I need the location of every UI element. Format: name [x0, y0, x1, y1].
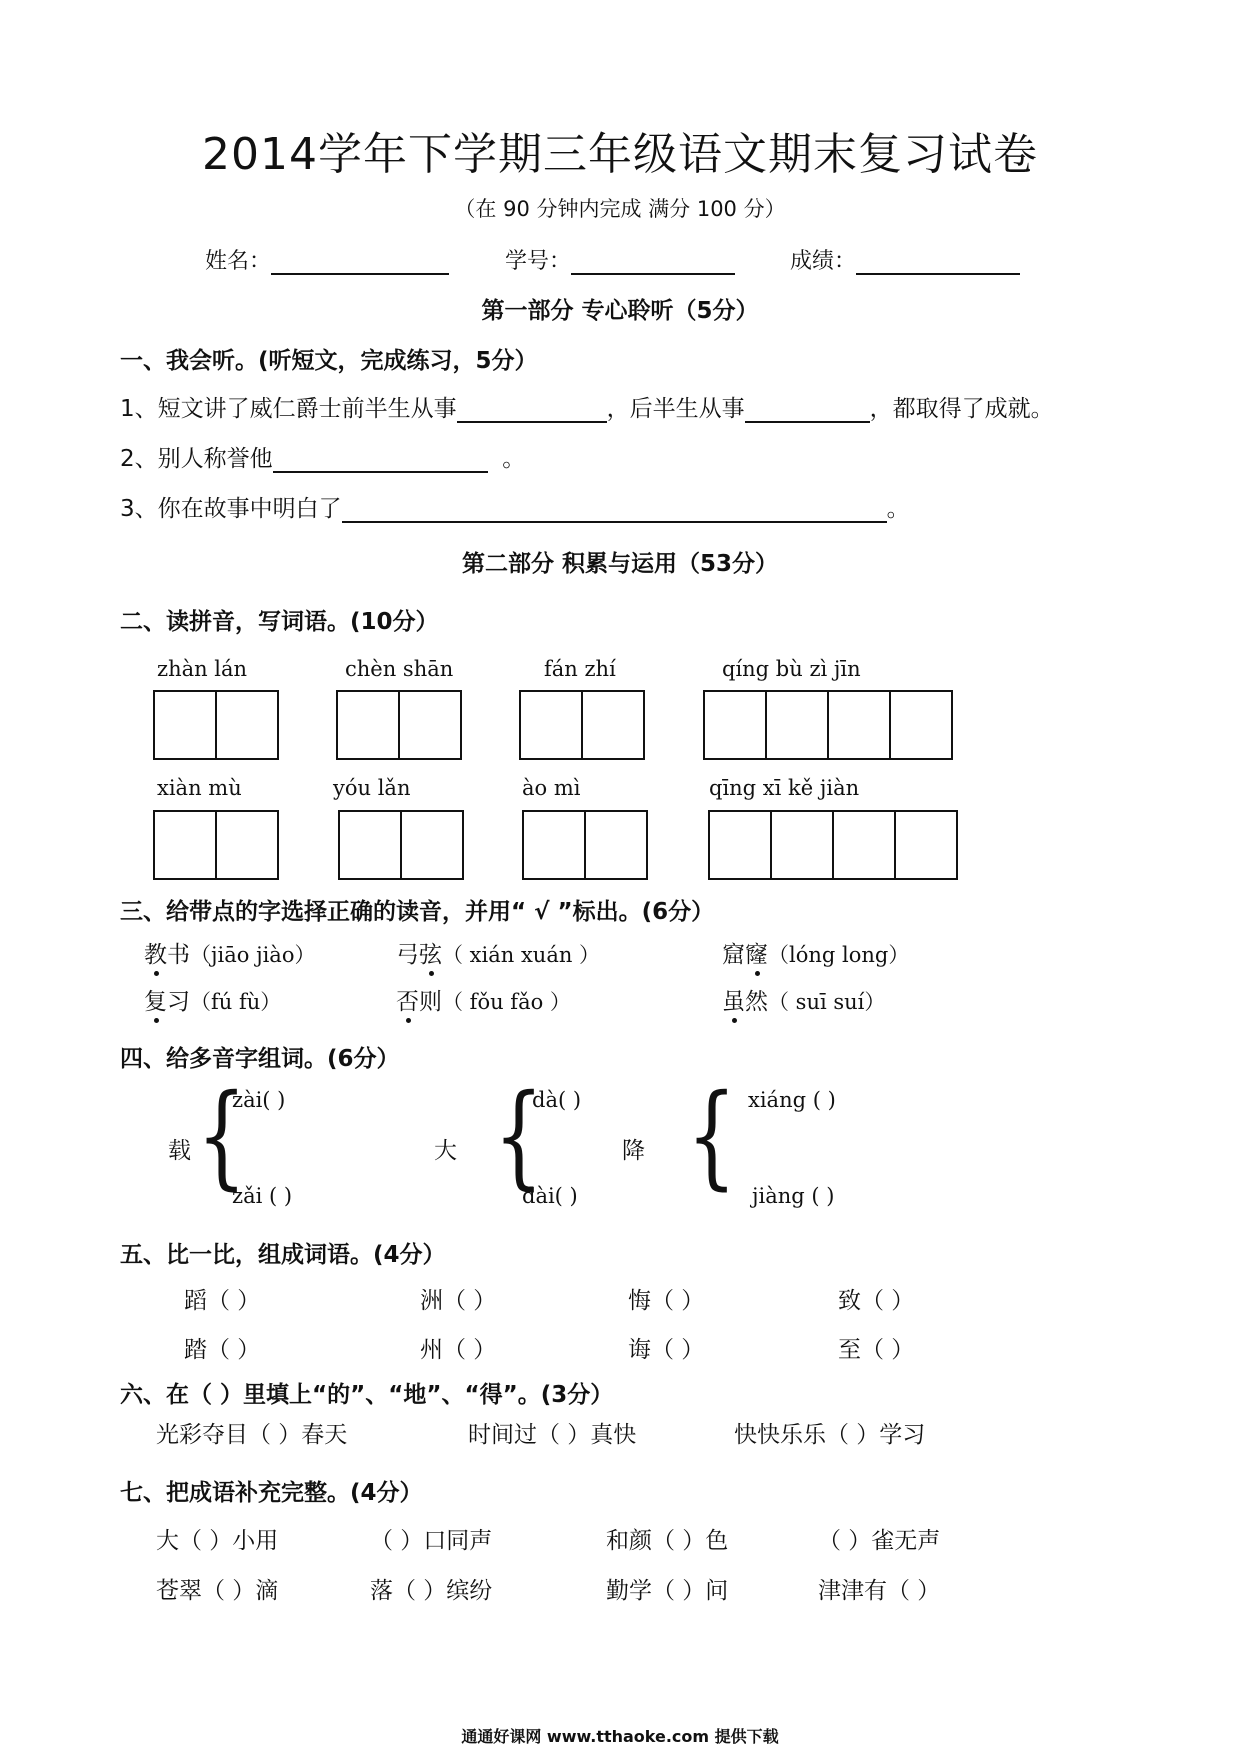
idiom-fill-item[interactable]: 苍翠（ ）滴 — [156, 1578, 279, 1604]
score-field — [790, 244, 1020, 275]
pronunciation-item — [396, 983, 571, 1016]
q1-item-1-text-a: 1、短文讲了威仁爵士前半生从事 — [120, 396, 457, 422]
answer-box[interactable] — [398, 692, 460, 758]
pinyin-label: zhàn lán — [157, 657, 248, 681]
pronunciation-item — [396, 936, 600, 969]
pinyin-options[interactable]: （ xián xuán ） — [442, 943, 601, 967]
q1-heading: 一、我会听。(听短文，完成练习，5分） — [120, 348, 538, 374]
idiom-fill-item[interactable]: 大（ ）小用 — [156, 1528, 279, 1554]
polyphone-char: 大 — [434, 1138, 457, 1164]
name-field — [205, 244, 449, 275]
answer-box[interactable] — [524, 812, 584, 878]
q1-item-2-text-a: 2、别人称誉他 — [120, 446, 273, 472]
answer-box-group[interactable] — [336, 690, 462, 760]
answer-box[interactable] — [338, 692, 398, 758]
part2-title: 第二部分 积累与运用（53分） — [461, 551, 778, 577]
q7-heading: 七、把成语补充完整。(4分） — [120, 1480, 423, 1506]
answer-box-group[interactable] — [153, 810, 279, 880]
word-char: 窟 — [722, 942, 745, 968]
page-title: 2014学年下学期三年级语文期末复习试卷 — [202, 129, 1038, 180]
word-char: 则 — [419, 989, 442, 1015]
idiom-fill-item[interactable]: （ ）口同声 — [370, 1528, 493, 1554]
particle-fill-item[interactable]: 光彩夺目（ ）春天 — [156, 1422, 348, 1448]
polyphone-char: 降 — [622, 1138, 645, 1164]
q1-item-3-blank[interactable] — [342, 497, 887, 523]
word-fill-item[interactable]: 悔（ ） — [628, 1288, 705, 1314]
dotted-char: 虽 — [722, 983, 745, 1016]
brace-icon: { — [493, 1071, 544, 1201]
word-fill-item[interactable]: 致（ ） — [838, 1288, 915, 1314]
brace-icon: { — [686, 1071, 737, 1201]
answer-box[interactable] — [827, 692, 889, 758]
particle-fill-item[interactable]: 时间过（ ）真快 — [468, 1422, 637, 1448]
exam-subtitle: （在 90 分钟内完成 满分 100 分） — [454, 197, 786, 221]
q2-heading: 二、读拼音，写词语。(10分） — [120, 609, 439, 635]
answer-box[interactable] — [581, 692, 643, 758]
polyphone-reading[interactable]: jiàng ( ) — [752, 1184, 835, 1208]
particle-fill-item[interactable]: 快快乐乐（ ）学习 — [734, 1422, 926, 1448]
score-blank[interactable] — [856, 249, 1020, 275]
student-id-blank[interactable] — [571, 249, 735, 275]
answer-box[interactable] — [215, 692, 277, 758]
word-char: 然 — [745, 989, 768, 1015]
pinyin-options[interactable]: （jiāo jiào） — [190, 943, 316, 967]
dotted-char: 弦 — [419, 936, 442, 969]
polyphone-reading[interactable]: dài( ) — [522, 1184, 578, 1208]
score-label: 成绩： — [790, 249, 857, 274]
q5-heading: 五、比一比，组成词语。(4分） — [120, 1242, 446, 1268]
answer-box[interactable] — [400, 812, 462, 878]
word-fill-item[interactable]: 至（ ） — [838, 1337, 915, 1363]
polyphone-reading[interactable]: dà( ) — [532, 1088, 582, 1112]
dotted-char: 教 — [144, 936, 167, 969]
q1-item-2-blank[interactable] — [273, 447, 488, 473]
answer-box[interactable] — [155, 812, 215, 878]
answer-box-group[interactable] — [703, 690, 953, 760]
q1-item-2-text-b: 。 — [502, 446, 526, 472]
student-id-field — [505, 244, 735, 275]
dotted-char: 否 — [396, 983, 419, 1016]
q3-heading: 三、给带点的字选择正确的读音，并用“ √ ”标出。(6分） — [120, 899, 715, 925]
answer-box[interactable] — [340, 812, 400, 878]
q1-item-3-text-a: 3、你在故事中明白了 — [120, 496, 342, 522]
idiom-fill-item[interactable]: 和颜（ ）色 — [606, 1528, 729, 1554]
pinyin-options[interactable]: （ fǒu fǎo ） — [442, 990, 571, 1014]
q1-item-1-blank-b[interactable] — [745, 397, 870, 423]
word-fill-item[interactable]: 州（ ） — [420, 1337, 497, 1363]
brace-icon: { — [196, 1071, 247, 1201]
name-blank[interactable] — [271, 249, 449, 275]
idiom-fill-item[interactable]: 津津有（ ） — [818, 1578, 941, 1604]
answer-box[interactable] — [521, 692, 581, 758]
word-fill-item[interactable]: 踏（ ） — [184, 1337, 261, 1363]
q1-item-1-blank-a[interactable] — [457, 397, 607, 423]
pinyin-label: yóu lǎn — [333, 776, 411, 800]
q1-item-3 — [120, 490, 910, 523]
pronunciation-item — [722, 983, 885, 1016]
answer-box[interactable] — [155, 692, 215, 758]
q1-item-2 — [120, 440, 525, 473]
word-fill-item[interactable]: 洲（ ） — [420, 1288, 497, 1314]
answer-box[interactable] — [710, 812, 770, 878]
idiom-fill-item[interactable]: 落（ ）缤纷 — [370, 1578, 493, 1604]
answer-box-group[interactable] — [519, 690, 645, 760]
idiom-fill-item[interactable]: 勤学（ ）问 — [606, 1578, 729, 1604]
answer-box[interactable] — [705, 692, 765, 758]
dotted-char: 复 — [144, 983, 167, 1016]
answer-box[interactable] — [889, 692, 951, 758]
answer-box-group[interactable] — [522, 810, 648, 880]
pronunciation-item — [144, 936, 315, 969]
answer-box[interactable] — [215, 812, 277, 878]
pinyin-options[interactable]: （ suī suí） — [768, 990, 886, 1014]
dotted-char: 窿 — [745, 936, 768, 969]
answer-box-group[interactable] — [153, 690, 279, 760]
pronunciation-item — [144, 983, 281, 1016]
word-char: 书 — [167, 942, 190, 968]
q6-heading: 六、在（ ）里填上“的”、“地”、“得”。(3分） — [120, 1382, 614, 1408]
pinyin-label: ào mì — [522, 776, 581, 800]
answer-box[interactable] — [770, 812, 832, 878]
q1-item-1-text-b: ，后半生从事 — [606, 396, 745, 422]
pinyin-label: chèn shān — [345, 657, 454, 681]
answer-box[interactable] — [765, 692, 827, 758]
student-id-label: 学号： — [505, 249, 572, 274]
q1-item-3-text-b: 。 — [886, 496, 910, 522]
answer-box[interactable] — [832, 812, 894, 878]
polyphone-reading[interactable]: xiáng ( ) — [748, 1088, 836, 1112]
pinyin-label: fán zhí — [544, 657, 616, 681]
pinyin-label: qíng bù zì jīn — [722, 657, 861, 681]
q4-heading: 四、给多音字组词。(6分） — [120, 1046, 400, 1072]
pinyin-label: qīng xī kě jiàn — [709, 776, 860, 800]
word-fill-item[interactable]: 诲（ ） — [628, 1337, 705, 1363]
polyphone-reading[interactable]: zǎi ( ) — [232, 1184, 293, 1208]
pronunciation-item — [722, 936, 909, 969]
part1-title: 第一部分 专心聆听（5分） — [481, 298, 759, 324]
word-char: 弓 — [396, 942, 419, 968]
polyphone-char: 载 — [168, 1138, 191, 1164]
answer-box-group[interactable] — [708, 810, 958, 880]
idiom-fill-item[interactable]: （ ）雀无声 — [818, 1528, 941, 1554]
polyphone-reading[interactable]: zài( ) — [232, 1088, 286, 1112]
q1-item-1 — [120, 390, 1054, 423]
pinyin-options[interactable]: （fú fù） — [190, 990, 282, 1014]
word-char: 习 — [167, 989, 190, 1015]
answer-box[interactable] — [584, 812, 646, 878]
pinyin-options[interactable]: （lóng long） — [768, 943, 910, 967]
footer-source: 通通好课网 www.tthaoke.com 提供下载 — [461, 1727, 779, 1746]
pinyin-label: xiàn mù — [157, 776, 242, 800]
name-label: 姓名： — [205, 249, 272, 274]
answer-box[interactable] — [894, 812, 956, 878]
q1-item-1-text-c: ，都取得了成就。 — [869, 396, 1054, 422]
answer-box-group[interactable] — [338, 810, 464, 880]
word-fill-item[interactable]: 蹈（ ） — [184, 1288, 261, 1314]
